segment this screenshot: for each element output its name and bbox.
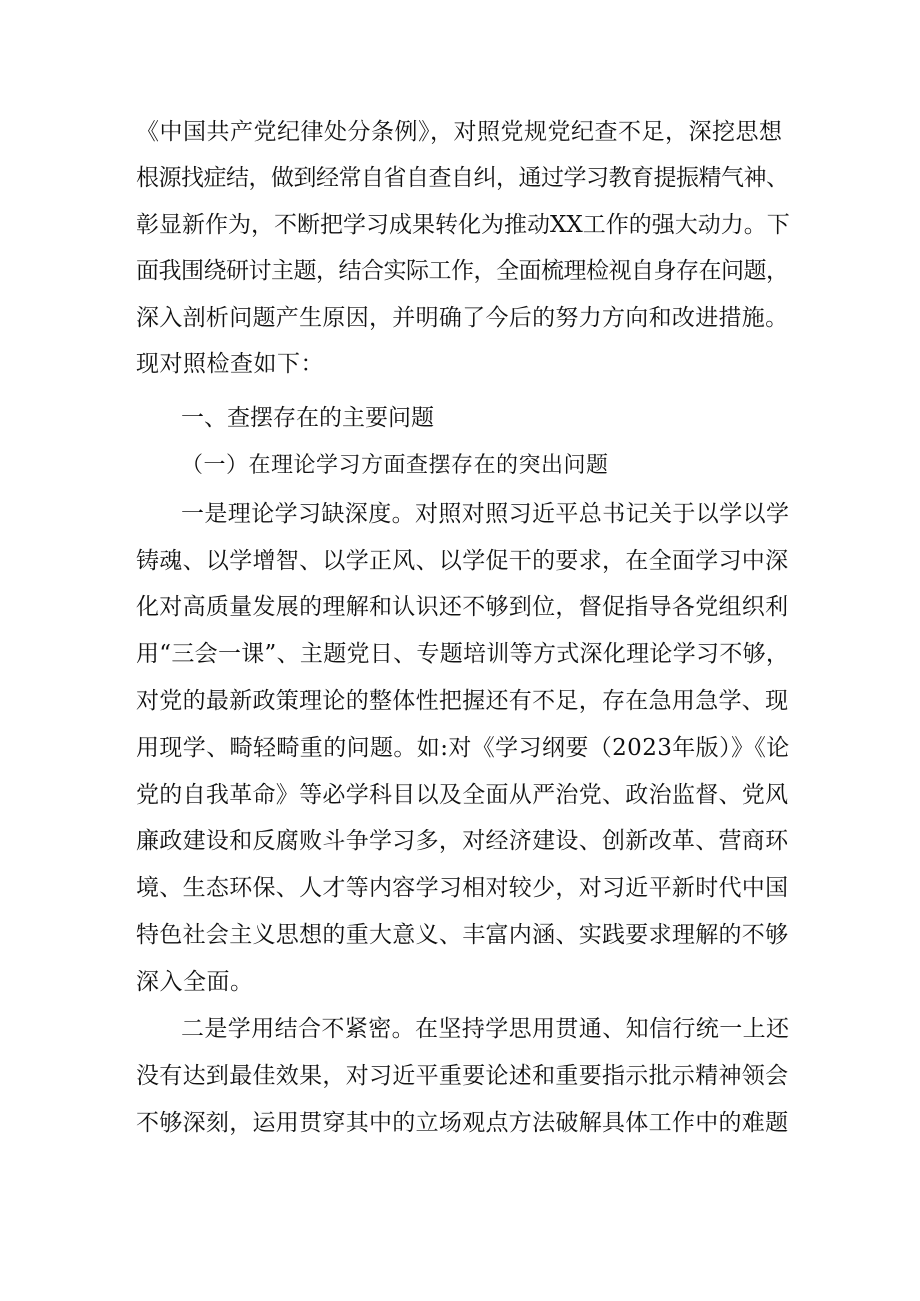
para1-line-8: 廉政建设和反腐败斗争学习多，对经济建设、创新改革、营商环 [136, 828, 789, 854]
section-heading: 一、查摆存在的主要问题 [181, 405, 434, 431]
para1-line-2: 铸魂、以学增智、以学正风、以学促干的要求，在全面学习中深 [136, 548, 789, 574]
para2-line-2: 没有达到最佳效果，对习近平重要论述和重要指示批示精神领会 [136, 1063, 789, 1089]
para2-line-3: 不够深刻，运用贯穿其中的立场观点方法破解具体工作中的难题 [136, 1110, 789, 1136]
intro-line-5: 深入剖析问题产生原因，并明确了今后的努力方向和改进措施。 [136, 305, 789, 331]
intro-line-6: 现对照检查如下： [136, 351, 324, 377]
para1-line-3: 化对高质量发展的理解和认识还不够到位，督促指导各党组织利 [136, 594, 789, 620]
para1-line-4: 用“三会一课”、主题党日、专题培训等方式深化理论学习不够， [136, 641, 790, 667]
para1-line-1: 一是理论学习缺深度。对照对照习近平总书记关于以学以学 [181, 501, 790, 527]
para1-line-5: 对党的最新政策理论的整体性把握还有不足，存在急用急学、现 [136, 688, 789, 714]
para2-line-1: 二是学用结合不紧密。在坚持学思用贯通、知信行统一上还 [181, 1016, 790, 1042]
intro-line-4: 面我围绕研讨主题，结合实际工作，全面梳理检视自身存在问题， [136, 258, 789, 284]
para1-line-9: 境、生态环保、人才等内容学习相对较少，对习近平新时代中国 [136, 875, 789, 901]
intro-line-3: 彰显新作为，不断把学习成果转化为推动XX工作的强大动力。下 [136, 212, 790, 238]
para1-line-11: 深入全面。 [136, 969, 254, 995]
para1-line-6: 用现学、畸轻畸重的问题。如:对《学习纲要（2023年版）》《论 [136, 735, 790, 761]
intro-line-2: 根源找症结，做到经常自省自查自纠，通过学习教育提振精气神、 [136, 165, 789, 191]
subsection-heading: （一）在理论学习方面查摆存在的突出问题 [181, 453, 609, 478]
para1-line-7: 党的自我革命》等必学科目以及全面从严治党、政治监督、党风 [136, 782, 789, 808]
intro-line-1: 《中国共产党纪律处分条例》，对照党规党纪查不足，深挖思想 [136, 119, 783, 145]
para1-line-10: 特色社会主义思想的重大意义、丰富内涵、实践要求理解的不够 [136, 922, 789, 948]
